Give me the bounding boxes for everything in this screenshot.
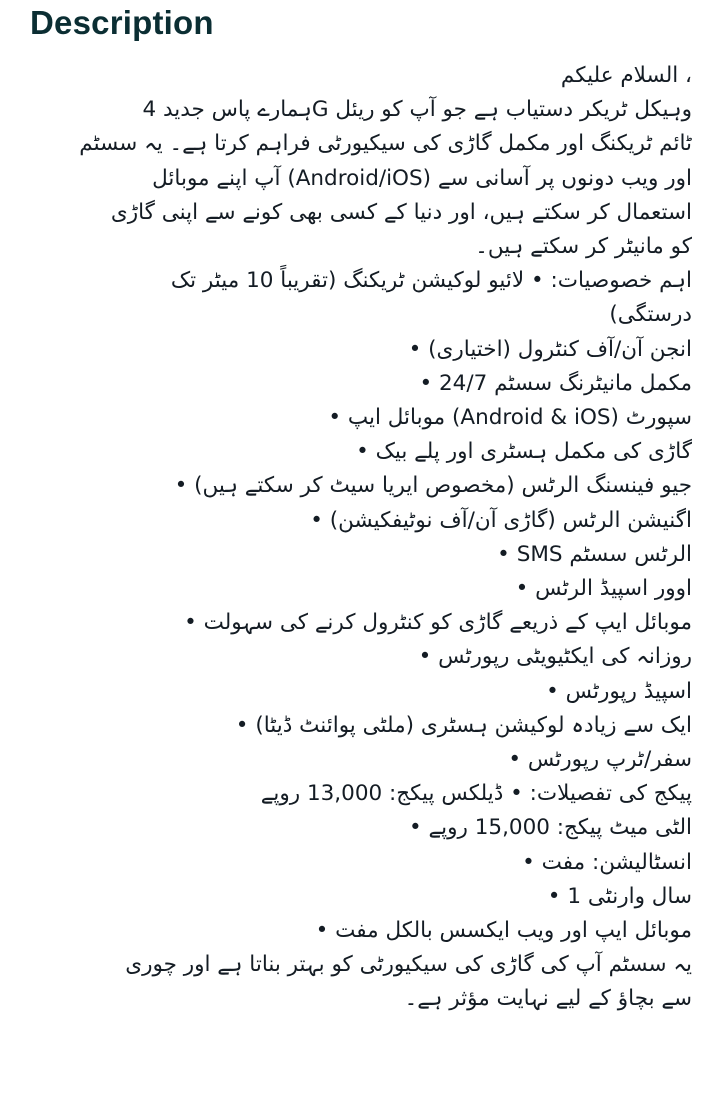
description-line: استعمال کر سکتے ہیں، اور دنیا کے کسی بھی کونے سے اپنی گاڑی: [110, 199, 692, 225]
feature-bullet-item: الرٹس سسٹم SMS •: [497, 541, 692, 567]
description-line: اور ویب دونوں پر آسانی سے (Android/iOS) آپ اپنے موبائل: [152, 165, 692, 191]
feature-bullet-item: انجن آن/آف کنٹرول (اختیاری) •: [408, 336, 692, 362]
description-line: کو مانیٹر کر سکتے ہیں۔: [475, 234, 692, 260]
feature-bullet-item: موبائل ایپ کے ذریعے گاڑی کو کنٹرول کرنے کی سہولت •: [184, 610, 692, 636]
feature-bullet-item: روزانہ کی ایکٹیویٹی رپورٹس •: [418, 644, 692, 670]
feature-bullet-item: مکمل مانیٹرنگ سسٹم 24/7 •: [419, 370, 692, 396]
package-bullet-item: الٹی میٹ پیکج: 15,000 روپے •: [409, 815, 692, 841]
package-line: پیکج کی تفصیلات: • ڈیلکس پیکج: 13,000 روپے: [260, 781, 692, 807]
features-line: اہم خصوصیات: • لائیو لوکیشن ٹریکنگ (تقریباً 10 میٹر تک: [170, 268, 692, 294]
description-heading: Description: [30, 4, 214, 41]
closing-line: یہ سسٹم آپ کی گاڑی کی سیکیورٹی کو بہتر بناتا ہے اور چوری: [125, 952, 692, 978]
feature-bullet-item: ایک سے زیادہ لوکیشن ہسٹری (ملٹی پوائنٹ ڈیٹا) •: [235, 712, 692, 738]
feature-bullet-item: گاڑی کی مکمل ہسٹری اور پلے بیک •: [356, 439, 692, 465]
feature-bullet-item: سفر/ٹرپ رپورٹس •: [508, 747, 692, 773]
feature-bullet-item: اگنیشن الرٹس (گاڑی آن/آف نوٹیفکیشن) •: [310, 507, 692, 533]
feature-bullet-item: جیو فینسنگ الرٹس (مخصوص ایریا سیٹ کر سکتے ہیں) •: [174, 473, 692, 499]
package-bullet-item: موبائل ایپ اور ویب ایکسس بالکل مفت •: [315, 918, 692, 944]
description-text: [30, 59, 692, 1017]
package-bullet-item: انسٹالیشن: مفت •: [522, 849, 692, 875]
feature-bullet-item: سپورٹ (Android & iOS) موبائل ایپ •: [328, 405, 692, 431]
feature-bullet-item: اسپیڈ رپورٹس •: [546, 678, 692, 704]
closing-line: سے بچاؤ کے لیے نہایت مؤثر ہے۔: [404, 986, 692, 1012]
feature-bullet-item: اوور اسپیڈ الرٹس •: [515, 576, 692, 602]
description-line-greeting: ، السلام علیکم: [560, 63, 692, 88]
description-line: ٹائم ٹریکنگ اور مکمل گاڑی کی سیکیورٹی فراہم کرتا ہے۔ یہ سسٹم: [79, 131, 692, 157]
package-bullet-item: سال وارنٹی 1 •: [547, 883, 692, 909]
features-line: درستگی): [609, 302, 692, 328]
description-line: وہیکل ٹریکر دستیاب ہے جو آپ کو ریئل Gہمارے پاس جدید 4: [142, 97, 692, 123]
